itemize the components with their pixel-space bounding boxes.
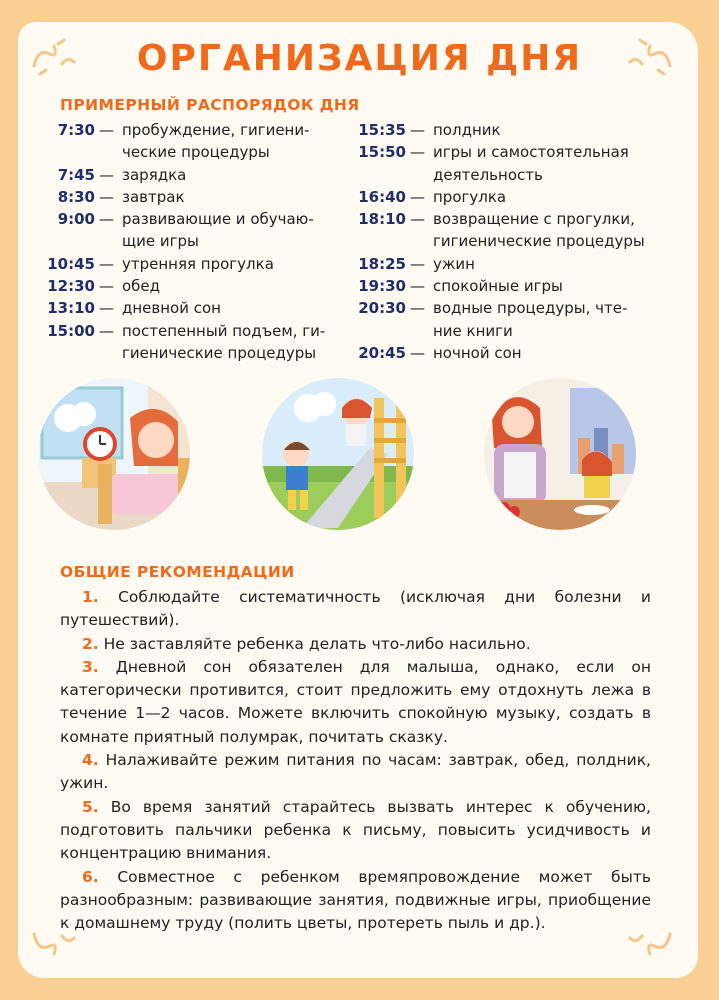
schedule-time: 18:10 [358,210,406,229]
schedule-item [50,119,350,164]
schedule-activity: ужин [433,254,475,273]
schedule-time: 9:00 [57,210,95,229]
schedule-time: 12:30 [47,277,95,296]
schedule-activity: зарядка [122,165,187,184]
schedule-item [358,275,661,297]
schedule-activity: гигиенические процедуры [433,232,645,251]
schedule-dash: — [99,299,114,318]
schedule-time: 19:30 [358,277,406,296]
schedule-dash: — [99,321,114,340]
schedule-time: 20:45 [358,343,406,362]
schedule-item [50,208,350,253]
recommendations-heading: ОБЩИЕ РЕКОМЕНДАЦИИ [60,563,295,581]
children-slide-illustration [262,378,414,530]
schedule-item [358,186,661,208]
recommendation-item [60,866,651,936]
schedule-item [358,208,661,253]
recommendation-text: Налаживайте режим питания по часам: завтрак, обед, полдник, ужин. [60,751,651,793]
schedule-activity: прогулка [433,187,507,206]
recommendation-text: Во время занятий старайтесь вызвать интерес к обучению, подготовить пальчики ребенка к письму, повысить усидчивость и концентрацию внимания. [60,797,651,863]
schedule-activity: ние книги [433,321,513,340]
schedule-time: 15:00 [47,321,95,340]
schedule-activity: щие игры [122,232,199,251]
schedule-activity: завтрак [122,187,185,206]
schedule-activity: утренняя прогулка [122,254,274,273]
schedule-item [358,342,661,364]
schedule-item [47,253,350,275]
recommendation-text: Не заставляйте ребенка делать что-либо насильно. [103,634,531,653]
recommendations-list [60,586,651,935]
schedule-dash: — [99,121,114,139]
schedule-time: 18:25 [358,254,406,273]
recommendation-item [60,633,651,656]
recommendation-number: 1. [82,588,99,606]
recommendation-text: Совместное с ребенком времяпровождение может быть разнообразным: развивающие занятия, подвижные игры, приобщение к домашнему труду (полить цветы, протереть пыль и др.). [60,867,651,933]
recommendation-text: Дневной сон обязателен для малыша, однако, если он категорически противится, стоит предложить ему отдохнуть лежа в течение 1—2 часов. Можете включить спокойную музыку, создать в комнате приятный полумрак, почитать сказку. [60,657,651,746]
page-title: ОРГАНИЗАЦИЯ ДНЯ [136,38,583,79]
recommendation-number: 6. [82,867,99,886]
schedule-item [358,253,661,275]
schedule-activity: игры и самостоятельная [433,143,629,162]
recommendation-item [60,586,651,633]
schedule-dash: — [410,187,425,206]
schedule-activity: возвращение с прогулки, [433,210,635,229]
recommendation-item [60,796,651,866]
recommendation-number: 2. [82,634,99,653]
girl-waking-up-illustration [38,378,190,530]
recommendation-number: 3. [82,657,99,676]
schedule-activity: водные процедуры, чте- [433,299,628,318]
schedule-activity: пробуждение, гигиени- [122,121,310,139]
schedule-item [50,164,350,186]
recommendation-number: 5. [82,797,99,816]
schedule-item [47,297,350,319]
schedule-activity: ческие процедуры [122,143,270,162]
schedule-activity: дневной сон [122,299,221,318]
schedule-dash: — [410,343,425,362]
schedule-activity: ночной сон [433,343,522,362]
schedule-dash: — [410,210,425,229]
schedule-list-right [358,119,661,364]
schedule-time: 8:30 [57,187,95,206]
schedule-time: 20:30 [358,299,406,318]
schedule-activity: полдник [433,121,501,139]
schedule-item [47,275,350,297]
schedule-dash: — [410,254,425,273]
schedule-time: 13:10 [47,299,95,318]
schedule-time: 7:30 [57,121,95,139]
schedule-activity: деятельность [433,165,543,184]
schedule-item [358,297,661,342]
schedule-time: 7:45 [57,165,95,184]
schedule-list-left [47,119,350,364]
schedule-item [47,320,350,365]
schedule-activity: постепенный подъем, ги- [122,321,326,340]
schedule-dash: — [99,187,114,206]
schedule-time: 16:40 [358,187,406,206]
schedule-time: 15:50 [358,143,406,162]
recommendation-text: Соблюдайте систематичность (исключая дни болезни и путешествий). [60,588,651,630]
schedule-dash: — [410,299,425,318]
schedule-item [50,186,350,208]
schedule-item [358,141,661,186]
recommendation-item [60,656,651,749]
schedule-dash: — [99,165,114,184]
schedule-dash: — [99,210,114,229]
schedule-time: 10:45 [47,254,95,273]
schedule-activity: спокойные игры [433,277,563,296]
schedule-dash: — [410,277,425,296]
schedule-dash: — [99,277,114,296]
recommendation-number: 4. [82,751,99,770]
mother-cooking-illustration [484,378,636,530]
schedule-activity: развивающие и обучаю- [122,210,314,229]
schedule-activity: гиенические процедуры [122,343,317,362]
schedule-dash: — [99,254,114,273]
schedule-activity: обед [122,277,161,296]
schedule-item [358,119,661,141]
schedule-heading: ПРИМЕРНЫЙ РАСПОРЯДОК ДНЯ [60,96,360,114]
schedule-dash: — [410,121,425,139]
schedule-dash: — [410,143,425,162]
recommendation-item [60,749,651,796]
schedule-time: 15:35 [358,121,406,139]
